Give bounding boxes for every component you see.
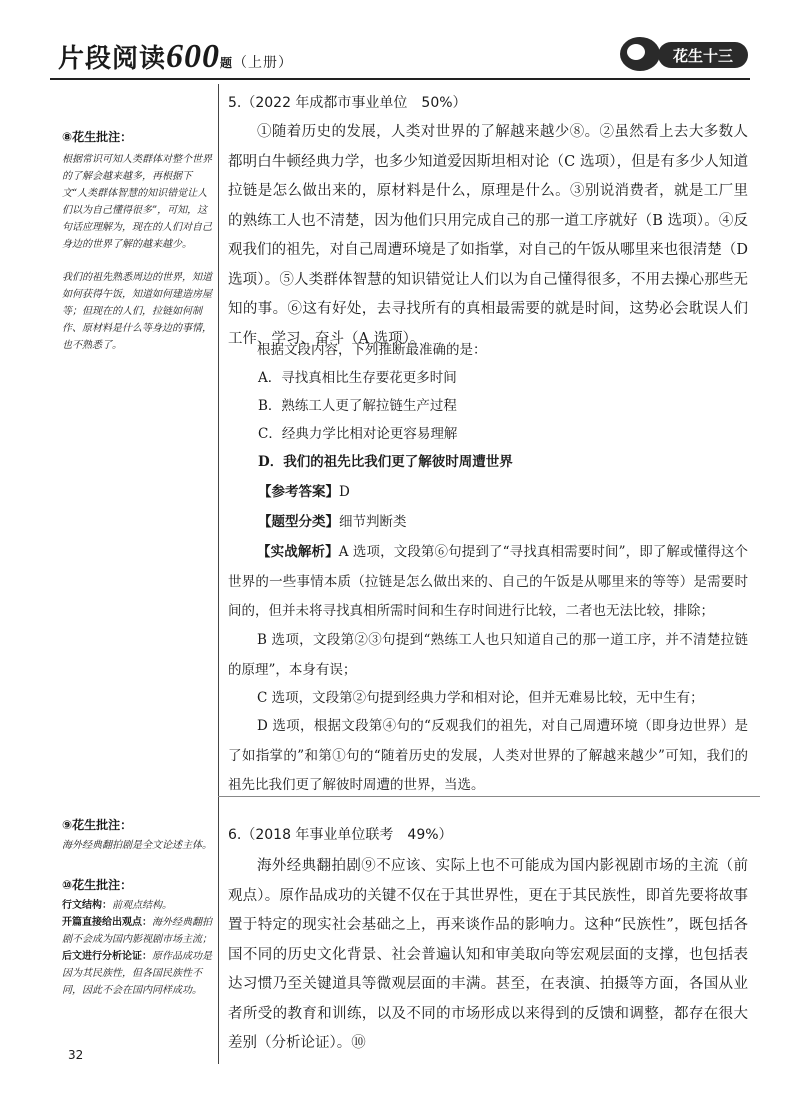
question-6-passage: 海外经典翻拍剧⑨不应该、实际上也不可能成为国内影视剧市场的主流（前观点）。原作品成功的关键不仅在于其世界性，更在于其民族性，即首先要将故事置于特定的现实社会基础之上，再来谈作品的影响力。这种“民族性”，既包括各国不同的历史文化背景、社会普遍认知和审美取向等宏观层面的支撑，也包括表达习惯乃至关键道具等微观层面的丰满。甚至，在表演、拍摄等方面，各国从业者所受的教育和训练，以及不同的市场形成以来得到的反馈和调整，都存在很大差别（分析论证）。⑩ (228, 858, 748, 1051)
book-volume: （上册） (233, 55, 294, 71)
type-value: 细节判断类 (339, 514, 407, 530)
analysis-a: 【实战解析】A 选项，文段第⑥句提到了“寻找真相需要时间”，即了解或懂得这个世界的一些事情本质（拉链是怎么做出来的、自己的午饭是从哪里来的等等）是需要时间的，但并未将寻找真相所需时间和生存时间进行比较，二者也无法比较，排除； (228, 544, 749, 619)
note-9 (62, 816, 212, 854)
question-5-passage: ①随着历史的发展，人类对世界的了解越来越少⑧。②虽然看上去大多数人都明白牛顿经典力学，也多少知道爱因斯坦相对论（C 选项），但是有多少人知道拉链是怎么做出来的，原材料是什么，原理是什么。③别说消费者，就是工厂里的熟练工人也不清楚，因为他们只用完成自己的那一道工序就好（B 选项）。④反观我们的祖先，对自己周遭环境是了如指掌，对自己的午饭从哪里来也很清楚（D 选项）。⑤人类群体智慧的知识错觉让人们以为自己懂得很多，不用去操心那些无知的事。⑥这有好处，去寻找所有的真相最需要的就是时间，这势必会耽误人们工作、学习、奋斗（A 选项）。 (228, 124, 748, 347)
note-10-structure: 行文结构：前观点结构。 (62, 900, 172, 911)
book-title-suffix: 题 (220, 56, 234, 70)
question-5-stem: 根据文段内容，下列推断最准确的是： (257, 342, 487, 358)
question-5-options (258, 364, 513, 476)
option-b: B．熟练工人更了解拉链生产过程 (258, 398, 457, 414)
option-c: C．经典力学比相对论更容易理解 (258, 426, 458, 442)
header-rule (50, 78, 750, 80)
page-number: 32 (68, 1048, 84, 1062)
column-divider (218, 84, 219, 1064)
note-10-heading: ⑩花生批注： (62, 878, 133, 892)
note-10-opening: 开篇直接给出观点：海外经典翻拍剧不会成为国内影视剧市场主流； (62, 917, 212, 945)
note-10-argument: 后文进行分析论证：原作品成功是因为其民族性，但各国民族性不同，因此不会在国内同样成功。 (62, 951, 212, 996)
note-8 (62, 128, 212, 354)
analysis-c: C 选项，文段第②句提到经典力学和相对论，但并无难易比较，无中生有； (257, 690, 704, 706)
analysis-d: D 选项，根据文段第④句的“反观我们的祖先，对自己周遭环境（即身边世界）是了如指掌的”和第①句的“随着历史的发展，人类对世界的了解越来越少”可知，我们的祖先比我们更了解彼时周遭的世界，当选。 (228, 718, 748, 793)
note-8-text-1: 根据常识可知人类群体对整个世界的了解会越来越多，再根据下文“人类群体智慧的知识错觉让人们以为自己懂得很多”，可知，这句话应理解为，现在的人们对自己身边的世界了解的越来越少。 (62, 154, 212, 250)
question-5-heading: 5.（2022 年成都市事业单位 50%） (228, 95, 467, 111)
brand-logo (612, 30, 752, 76)
note-8-heading: ⑧花生批注： (62, 130, 133, 144)
book-title-number: 600 (166, 38, 221, 75)
logo-text: 花生十三 (672, 47, 734, 65)
note-9-heading: ⑨花生批注： (62, 818, 133, 832)
answer-line: 【参考答案】D (258, 484, 350, 500)
book-title-text: 片段阅读 (58, 44, 167, 74)
option-d: D．我们的祖先比我们更了解彼时周遭世界 (258, 454, 513, 470)
note-9-text: 海外经典翻拍剧是全文论述主体。 (62, 840, 212, 851)
note-10 (62, 876, 212, 999)
answer-value: D (339, 484, 350, 500)
book-title (58, 38, 293, 76)
type-line: 【题型分类】细节判断类 (258, 514, 407, 530)
option-a: A．寻找真相比生存要花更多时间 (258, 370, 457, 386)
note-8-text-2: 我们的祖先熟悉周边的世界，知道如何获得午饭，知道如何建造房屋等；但现在的人们，拉链如何制作、原材料是什么等身边的事情，也不熟悉了。 (62, 272, 212, 351)
analysis-b: B 选项，文段第②③句提到“熟练工人也只知道自己的那一道工序，并不清楚拉链的原理”，本身有误； (228, 632, 748, 678)
question-6-heading: 6.（2018 年事业单位联考 49%） (228, 827, 453, 843)
